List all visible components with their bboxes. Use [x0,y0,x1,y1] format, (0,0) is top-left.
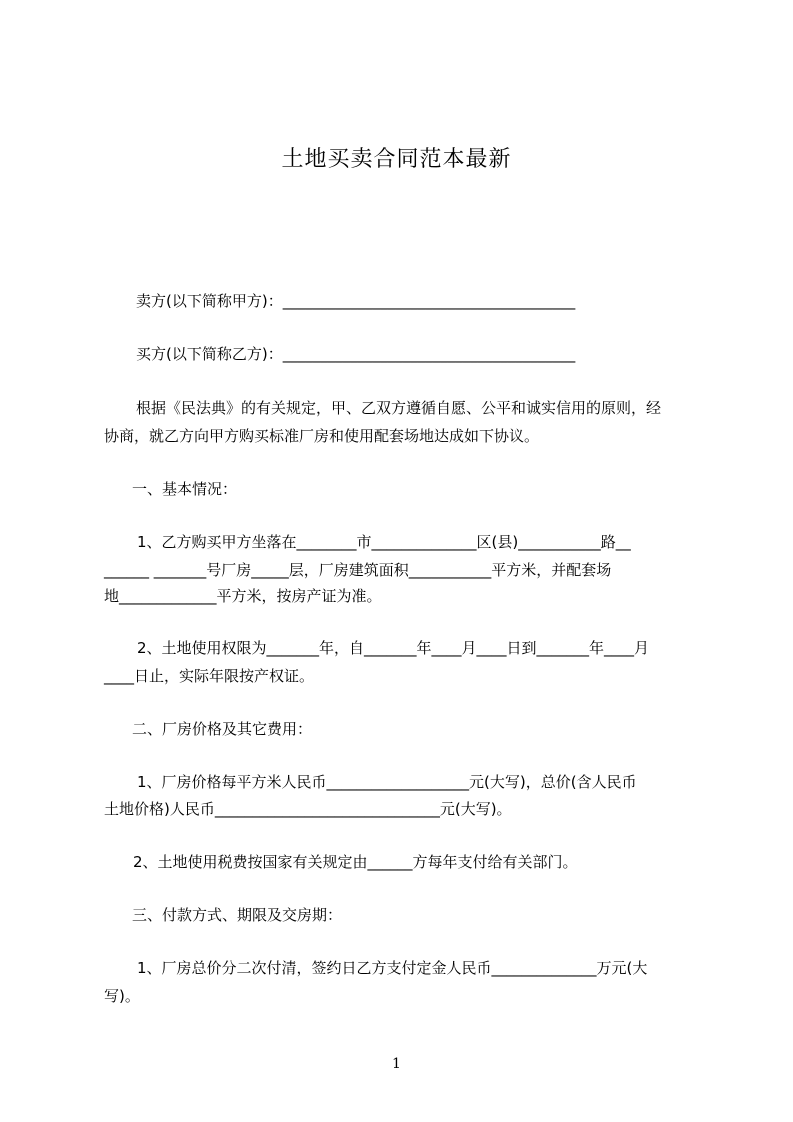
section-1-item-2-line-2: ____日止，实际年限按产权证。 [104,667,315,685]
page-number: 1 [392,1056,401,1072]
seller-line: 卖方(以下简称甲方)：_______________________________________ [136,292,576,310]
intro-paragraph-line-1: 根据《民法典》的有关规定，甲、乙双方遵循自愿、公平和诚实信用的原则，经 [136,399,662,417]
section-3-heading: 三、付款方式、期限及交房期： [132,906,343,924]
section-3-item-1-line-1: 1、厂房总价分二次付清，签约日乙方支付定金人民币______________万元(大 [137,959,648,977]
intro-paragraph-line-2: 协商，就乙方向甲方购买标准厂房和使用配套场地达成如下协议。 [104,427,540,445]
section-3-item-1-line-2: 写)。 [104,987,140,1005]
section-1-heading: 一、基本情况： [132,480,238,498]
section-1-item-1-line-2: ______ _______号厂房_____层，厂房建筑面积___________平方米，并配套场 [104,561,612,579]
buyer-line: 买方(以下简称乙方)：_______________________________________ [136,345,576,363]
section-1-item-1-line-3: 地_____________平方米，按房产证为准。 [104,587,382,605]
section-1-item-1-line-1: 1、乙方购买甲方坐落在________市______________区(县)___________路__ [137,533,631,551]
section-2-item-1-line-1: 1、厂房价格每平方米人民币___________________元(大写)，总价(含人民币 [137,773,637,791]
section-2-item-1-line-2: 土地价格)人民币______________________________元(大写)。 [104,800,512,818]
section-2-item-2-line-1: 2、土地使用税费按国家有关规定由______方每年支付给有关部门。 [133,853,578,871]
section-2-heading: 二、厂房价格及其它费用： [132,720,313,738]
section-1-item-2-line-1: 2、土地使用权限为_______年，自_______年____月____日到_______年____月 [137,639,650,657]
document-title: 土地买卖合同范本最新 [281,147,512,172]
